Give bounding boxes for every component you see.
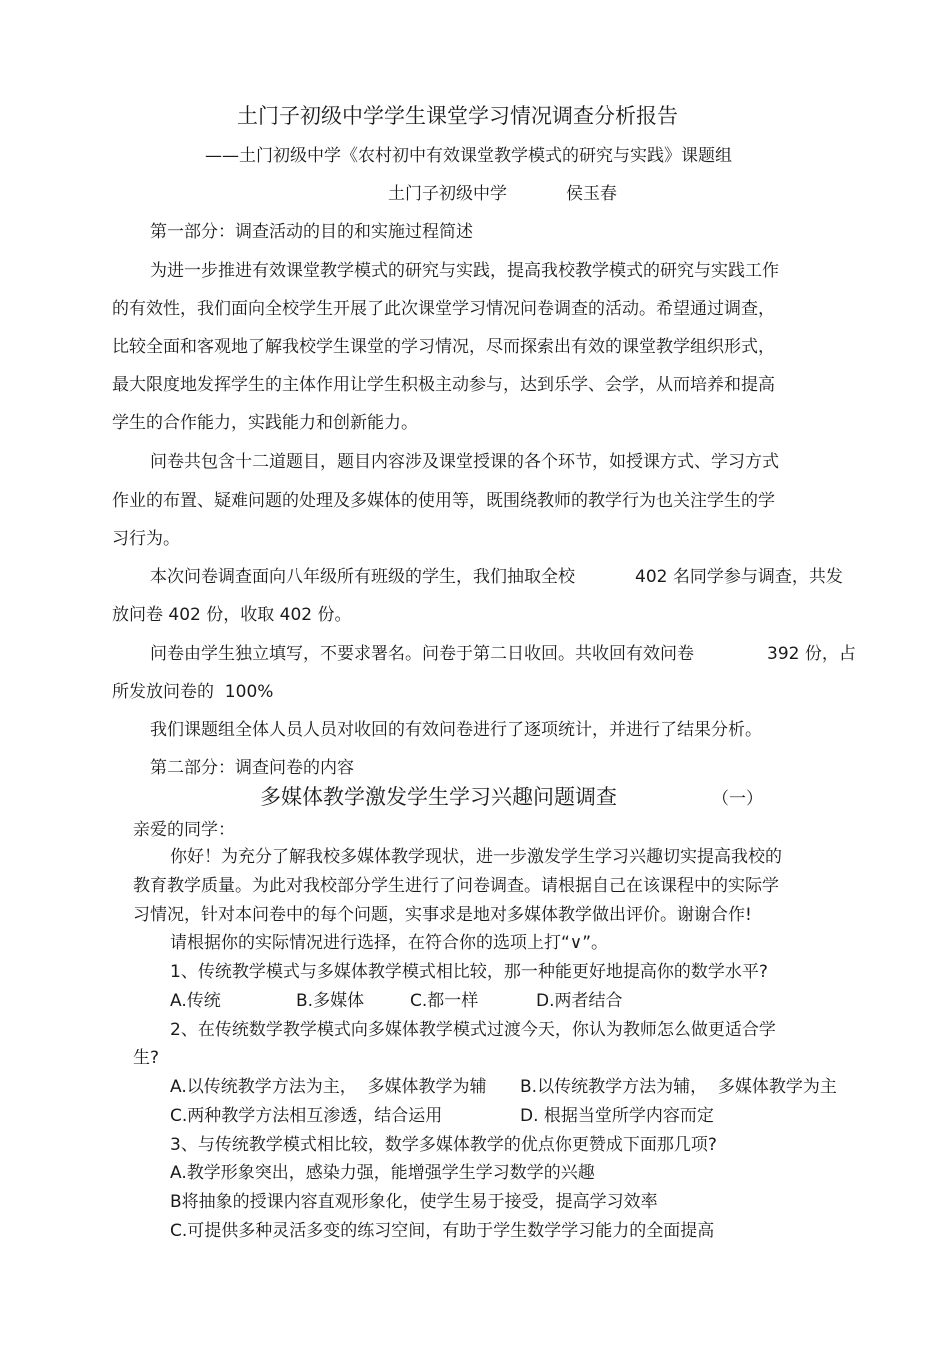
paragraph-line: 为进一步推进有效课堂教学模式的研究与实践，提高我校教学模式的研究与实践工作: [150, 261, 779, 281]
paragraph-line: 你好！为充分了解我校多媒体教学现状，进一步激发学生学习兴趣切实提高我校的: [170, 847, 782, 867]
question-text: 2、在传统数学教学模式向多媒体教学模式过渡今天，你认为教师怎么做更适合学: [170, 1020, 776, 1040]
paragraph-line: 习行为。: [112, 529, 180, 549]
option-c: C.两种教学方法相互渗透，结合运用: [170, 1106, 443, 1126]
survey-instruction: 请根据你的实际情况进行选择，在符合你的选项上打“∨”。: [170, 933, 609, 953]
question-text: 1、传统教学模式与多媒体教学模式相比较，那一种能更好地提高你的数学水平?: [170, 962, 768, 982]
option-a: A.传统: [170, 991, 221, 1011]
option-a: A.以传统教学方法为主， 多媒体教学为辅: [170, 1077, 487, 1097]
part2-heading: 第二部分：调查问卷的内容: [150, 758, 354, 778]
paragraph-line: 的有效性，我们面向全校学生开展了此次课堂学习情况问卷调查的活动。希望通过调查，: [112, 299, 775, 319]
paragraph-line: 教育教学质量。为此对我校部分学生进行了问卷调查。请根据自己在该课程中的实际学: [133, 876, 779, 896]
paragraph-line: 习情况，针对本问卷中的每个问题，实事求是地对多媒体教学做出评价。谢谢合作!: [133, 905, 752, 925]
survey-title-suffix: （一）: [712, 789, 763, 809]
paragraph-line: 学生的合作能力，实践能力和创新能力。: [112, 413, 418, 433]
option-c: C.都一样: [410, 991, 479, 1011]
paragraph-line: 问卷由学生独立填写，不要求署名。问卷于第二日收回。共收回有效问卷: [150, 644, 694, 664]
paragraph-line: 比较全面和客观地了解我校学生课堂的学习情况，尽而探索出有效的课堂教学组织形式，: [112, 337, 775, 357]
report-subtitle: ——土门初级中学《农村初中有效课堂教学模式的研究与实践》课题组: [205, 146, 732, 166]
paragraph-line: 作业的布置、疑难问题的处理及多媒体的使用等，既围绕教师的教学行为也关注学生的学: [112, 491, 775, 511]
author-name: 侯玉春: [566, 184, 617, 204]
paragraph-line: 392 份，占: [767, 644, 856, 664]
option-c: C.可提供多种灵活多变的练习空间，有助于学生数学学习能力的全面提高: [170, 1221, 715, 1241]
question-text: 生?: [133, 1048, 160, 1068]
paragraph-line: 放问卷 402 份，收取 402 份。: [112, 605, 352, 625]
paragraph-analysis: 我们课题组全体人员人员对收回的有效问卷进行了逐项统计，并进行了结果分析。: [150, 720, 762, 740]
option-b: B.多媒体: [296, 991, 365, 1011]
paragraph-line: 本次问卷调查面向八年级所有班级的学生，我们抽取全校: [150, 567, 575, 587]
option-d: D.两者结合: [536, 991, 623, 1011]
paragraph-line: 问卷共包含十二道题目，题目内容涉及课堂授课的各个环节，如授课方式、学习方式: [150, 452, 779, 472]
author-school: 土门子初级中学: [388, 184, 507, 204]
survey-greeting: 亲爱的同学：: [133, 820, 235, 840]
option-d: D. 根据当堂所学内容而定: [520, 1106, 714, 1126]
option-a: A.教学形象突出，感染力强，能增强学生学习数学的兴趣: [170, 1163, 595, 1183]
paragraph-line: 402 名同学参与调查，共发: [635, 567, 843, 587]
paragraph-line: 所发放问卷的 100%: [112, 682, 274, 702]
question-text: 3、与传统教学模式相比较，数学多媒体教学的优点你更赞成下面那几项?: [170, 1135, 717, 1155]
survey-title: 多媒体教学激发学生学习兴趣问题调查: [260, 785, 617, 809]
paragraph-line: 最大限度地发挥学生的主体作用让学生积极主动参与，达到乐学、会学，从而培养和提高: [112, 375, 775, 395]
part1-heading: 第一部分：调查活动的目的和实施过程简述: [150, 222, 473, 242]
report-title: 土门子初级中学学生课堂学习情况调查分析报告: [237, 104, 678, 128]
option-b: B将抽象的授课内容直观形象化，使学生易于接受，提高学习效率: [170, 1192, 658, 1212]
option-b: B.以传统教学方法为辅， 多媒体教学为主: [520, 1077, 837, 1097]
